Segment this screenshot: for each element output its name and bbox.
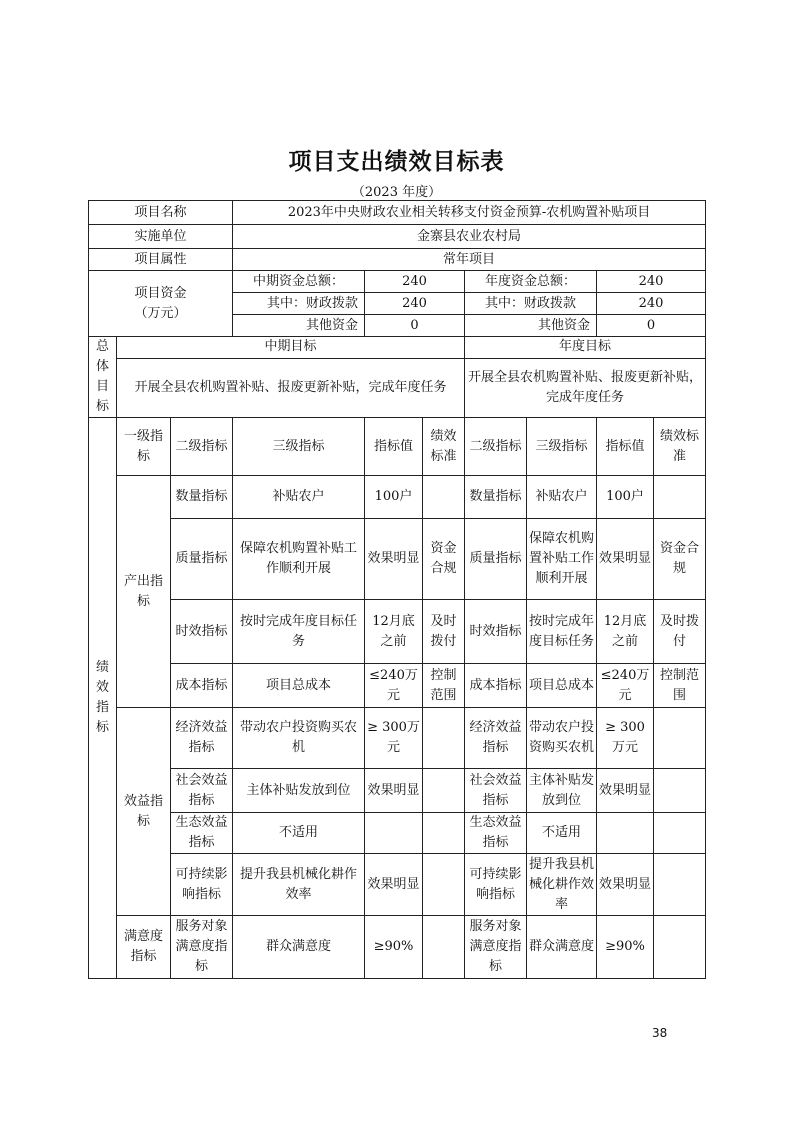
cell-l3b: 不适用	[527, 813, 597, 854]
cell-l2b: 社会效益指标	[465, 769, 527, 813]
mid-other-label: 其他资金	[233, 315, 365, 337]
table-row	[89, 476, 706, 519]
mid-total-value: 240	[365, 271, 465, 293]
benefit-label: 效益指标	[117, 708, 171, 916]
cell-l2: 社会效益指标	[171, 769, 233, 813]
table-row	[89, 854, 706, 916]
cell-valb: ≥ 300万元	[597, 708, 654, 769]
cell-valb: ≥90%	[597, 916, 654, 979]
cell-l3b: 带动农户投资购买农机	[527, 708, 597, 769]
satisfaction-label: 满意度指标	[117, 916, 171, 979]
cell-l3: 不适用	[233, 813, 365, 854]
cell-val: 效果明显	[365, 854, 423, 916]
header-l2b: 二级指标	[465, 418, 527, 476]
cell-val	[365, 813, 423, 854]
cell-l2: 成本指标	[171, 664, 233, 708]
table-row	[89, 916, 706, 979]
cell-l2: 服务对象满意度指标	[171, 916, 233, 979]
cell-l3: 保障农机购置补贴工作顺利开展	[233, 519, 365, 600]
cell-valb: 12月底之前	[597, 600, 654, 664]
mid-goal-header: 中期目标	[117, 337, 465, 359]
mid-other-value: 0	[365, 315, 465, 337]
header-l2: 二级指标	[171, 418, 233, 476]
cell-l3: 补贴农户	[233, 476, 365, 519]
cell-val: ≤240万元	[365, 664, 423, 708]
cell-l2: 可持续影响指标	[171, 854, 233, 916]
cell-l3b: 补贴农户	[527, 476, 597, 519]
cell-valb	[597, 813, 654, 854]
cell-std: 资金合规	[423, 519, 465, 600]
cell-l2b: 生态效益指标	[465, 813, 527, 854]
year-other-value: 0	[597, 315, 706, 337]
cell-l3: 提升我县机械化耕作效率	[233, 854, 365, 916]
row-perf-header	[89, 418, 706, 476]
row-attr	[89, 249, 706, 271]
cell-l2b: 质量指标	[465, 519, 527, 600]
table-row	[89, 664, 706, 708]
table-row	[89, 519, 706, 600]
cell-l3b: 保障农机购置补贴工作顺利开展	[527, 519, 597, 600]
cell-stdb	[654, 476, 706, 519]
year-goal-header: 年度目标	[465, 337, 706, 359]
page-title: 项目支出绩效目标表	[288, 149, 505, 175]
year-fiscal-value: 240	[597, 293, 706, 315]
cell-stdb: 及时拨付	[654, 600, 706, 664]
table-row	[89, 600, 706, 664]
row-unit	[89, 225, 706, 249]
cell-std: 及时拨付	[423, 600, 465, 664]
header-std: 绩效标准	[423, 418, 465, 476]
cell-val: 效果明显	[365, 519, 423, 600]
cell-valb: 效果明显	[597, 854, 654, 916]
cell-l3: 项目总成本	[233, 664, 365, 708]
row-overall-content	[89, 358, 706, 417]
year-total-label: 年度资金总额：	[465, 271, 597, 293]
cell-l2b: 可持续影响指标	[465, 854, 527, 916]
cell-l3b: 主体补贴发放到位	[527, 769, 597, 813]
cell-stdb	[654, 854, 706, 916]
attr-value: 常年项目	[233, 249, 706, 271]
cell-std	[423, 916, 465, 979]
cell-l2: 生态效益指标	[171, 813, 233, 854]
cell-stdb	[654, 813, 706, 854]
cell-stdb	[654, 769, 706, 813]
cell-valb: 效果明显	[597, 769, 654, 813]
output-label: 产出指标	[117, 476, 171, 708]
cell-l3b: 按时完成年度目标任务	[527, 600, 597, 664]
project-name-label: 项目名称	[89, 201, 233, 225]
cell-valb: 100户	[597, 476, 654, 519]
cell-std	[423, 769, 465, 813]
cell-std	[423, 813, 465, 854]
cell-val: 效果明显	[365, 769, 423, 813]
funds-label-line1: 项目资金	[134, 285, 187, 301]
cell-l2: 经济效益指标	[171, 708, 233, 769]
cell-valb: 效果明显	[597, 519, 654, 600]
cell-l3: 主体补贴发放到位	[233, 769, 365, 813]
cell-val: 12月底之前	[365, 600, 423, 664]
cell-l3b: 群众满意度	[527, 916, 597, 979]
cell-l3: 带动农户投资购买农机	[233, 708, 365, 769]
cell-l2: 时效指标	[171, 600, 233, 664]
cell-l2b: 经济效益指标	[465, 708, 527, 769]
cell-l2b: 数量指标	[465, 476, 527, 519]
cell-std	[423, 854, 465, 916]
row-funds-total	[89, 271, 706, 293]
cell-stdb	[654, 708, 706, 769]
header-valb: 指标值	[597, 418, 654, 476]
cell-l3: 群众满意度	[233, 916, 365, 979]
cell-std: 控制范围	[423, 664, 465, 708]
cell-l3b: 项目总成本	[527, 664, 597, 708]
mid-total-label: 中期资金总额：	[233, 271, 365, 293]
cell-val: 100户	[365, 476, 423, 519]
mid-fiscal-value: 240	[365, 293, 465, 315]
table-row	[89, 813, 706, 854]
cell-val: ≥90%	[365, 916, 423, 979]
cell-l2b: 成本指标	[465, 664, 527, 708]
year-label: （2023 年度）	[351, 185, 442, 200]
mid-goal-text: 开展全县农机购置补贴、报废更新补贴，完成年度任务	[117, 358, 465, 417]
row-project-name	[89, 201, 706, 225]
cell-l3b: 提升我县机械化耕作效率	[527, 854, 597, 916]
cell-stdb: 控制范围	[654, 664, 706, 708]
cell-stdb	[654, 916, 706, 979]
cell-l2: 数量指标	[171, 476, 233, 519]
funds-label	[89, 271, 233, 337]
header-val: 指标值	[365, 418, 423, 476]
header-l3: 三级指标	[233, 418, 365, 476]
cell-valb: ≤240万元	[597, 664, 654, 708]
cell-l3: 按时完成年度目标任务	[233, 600, 365, 664]
header-l3b: 三级指标	[527, 418, 597, 476]
year-other-label: 其他资金	[465, 315, 597, 337]
cell-l2b: 时效指标	[465, 600, 527, 664]
row-overall-header	[89, 337, 706, 359]
mid-fiscal-label: 其中：财政拨款	[233, 293, 365, 315]
cell-stdb: 资金合规	[654, 519, 706, 600]
year-fiscal-label: 其中：财政拨款	[465, 293, 597, 315]
unit-label: 实施单位	[89, 225, 233, 249]
attr-label: 项目属性	[89, 249, 233, 271]
year-total-value: 240	[597, 271, 706, 293]
overall-label: 总体目标	[89, 337, 117, 418]
header-l1: 一级指标	[117, 418, 171, 476]
performance-table	[88, 200, 706, 979]
cell-std	[423, 708, 465, 769]
cell-val: ≥ 300万元	[365, 708, 423, 769]
cell-l2: 质量指标	[171, 519, 233, 600]
project-name-value: 2023年中央财政农业相关转移支付资金预算-农机购置补贴项目	[233, 201, 706, 225]
table-row	[89, 769, 706, 813]
funds-label-line2: （万元）	[134, 305, 187, 321]
cell-std	[423, 476, 465, 519]
header-stdb: 绩效标准	[654, 418, 706, 476]
unit-value: 金寨县农业农村局	[233, 225, 706, 249]
page-number: 38	[652, 1026, 668, 1040]
year-goal-text: 开展全县农机购置补贴、报废更新补贴，完成年度任务	[465, 358, 706, 417]
cell-l2b: 服务对象满意度指标	[465, 916, 527, 979]
table-row	[89, 708, 706, 769]
perf-label: 绩效指标	[89, 418, 117, 979]
